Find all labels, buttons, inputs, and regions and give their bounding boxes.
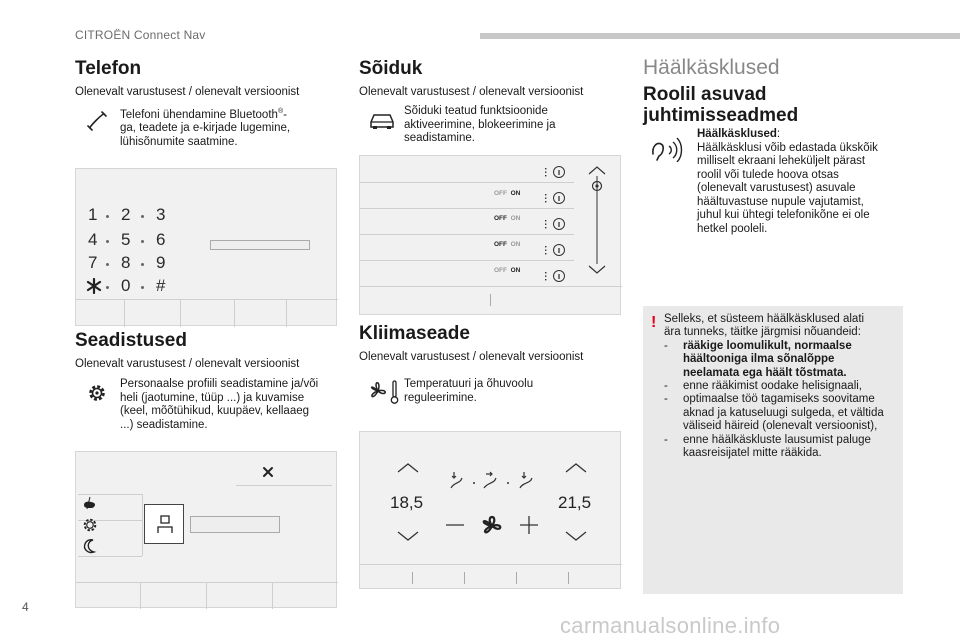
- soiduk-description: Sõiduki teatud funktsioonide aktiveerimine, blokeerimine ja seadistamine.: [404, 105, 556, 144]
- kliimaseade-subtitle: Olenevalt varustusest / olenevalt versioonist: [359, 351, 584, 363]
- car-icon: [368, 110, 396, 130]
- soiduk-subtitle: Olenevalt varustusest / olenevalt versioonist: [359, 86, 584, 98]
- toggle-row-3[interactable]: OFF ON: [494, 241, 521, 248]
- air-distribution-icons[interactable]: [448, 468, 538, 490]
- left-temperature: 18,5: [390, 493, 424, 512]
- page-number: 4: [22, 600, 29, 614]
- phone-screen: [75, 168, 337, 326]
- vertical-scrollbar[interactable]: [586, 164, 608, 276]
- seadistused-title: Seadistused: [75, 330, 187, 351]
- kliimaseade-title: Kliimaseade: [359, 323, 470, 344]
- telefon-subtitle: Olenevalt varustusest / olenevalt versioonist: [75, 86, 300, 98]
- key-hash[interactable]: #: [156, 276, 166, 295]
- settings-gear-icon: [86, 382, 108, 404]
- telefon-title: Telefon: [75, 58, 142, 79]
- soiduk-title: Sõiduk: [359, 58, 423, 79]
- key-9[interactable]: 9: [156, 253, 166, 272]
- key-3[interactable]: 3: [156, 205, 166, 224]
- key-4[interactable]: 4: [88, 230, 98, 249]
- toggle-row-4[interactable]: OFF ON: [494, 267, 521, 274]
- right-temp-up-icon[interactable]: [564, 462, 588, 474]
- key-star-icon[interactable]: [86, 278, 102, 294]
- close-icon[interactable]: [262, 466, 274, 478]
- moon-icon[interactable]: [82, 538, 98, 554]
- right-temperature: 21,5: [558, 493, 592, 512]
- warning-item-3: - optimaalse töö tagamiseks soovitame aknad ja katuseluugi sulgeda, et vältida väliseid häireid (olenevalt versioonist),: [664, 393, 884, 433]
- seadistused-subtitle: Olenevalt varustusest / olenevalt versioonist: [75, 358, 300, 370]
- kliimaseade-description: Temperatuuri ja õhuvoolu reguleerimine.: [404, 378, 534, 404]
- left-temp-down-icon[interactable]: [396, 530, 420, 542]
- color-palette-icon[interactable]: [82, 495, 98, 511]
- haalkasklused-description: Häälkäsklused: Häälkäsklusi võib edastada ükskõik milliselt ekraani leheküljelt pärast roolil või tulede hoova otsas (olenevalt varustusest) asuvale häältuvastuse nupule vajutamist, juhul kui ühtegi telefonikõne ei ole hetkel pooleli.: [697, 128, 878, 235]
- header-bar: [480, 33, 960, 39]
- warning-text: Selleks, et süsteem häälkäsklused alati ära tunneks, täitke järgmisi nõuandeid: - rääkige loomulikult, normaalse häältooniga ilma sõnalõppe neelamata ega häält tõstmata. - enne rääkimist oodake helisignaali, - optimaalse töö tagamiseks soovitame aknad ja katuseluugi sulgeda, et vältida väliseid häireid (olenevalt versioonist), - enne häälkäskluste lausumist paluge kaasreisijatel mitte rääkida.: [664, 313, 902, 460]
- watermark: carmanualsonline.info: [560, 613, 781, 638]
- key-7[interactable]: 7: [88, 253, 98, 272]
- seadistused-description: Personaalse profiili seadistamine ja/või heli (jaotumine, tüüp ...) ja kuvamise (keel, mõõtühikud, kuupäev, kellaaeg ...) seadistamine.: [120, 378, 319, 431]
- settings-gear-icon-small[interactable]: [81, 516, 99, 534]
- warning-item-4: - enne häälkäskluste lausumist paluge kaasreisijatel mitte rääkida.: [664, 433, 871, 460]
- header-brand: CITROËN Connect Nav: [75, 28, 206, 42]
- phone-icon: [86, 110, 108, 132]
- key-2[interactable]: 2: [121, 205, 131, 224]
- right-temp-down-icon[interactable]: [564, 530, 588, 542]
- telefon-description: Telefoni ühendamine Bluetooth®- ga, teadete ja e-kirjade lugemine, lühisõnumite saatmine.: [120, 108, 291, 148]
- settings-screen: [75, 451, 337, 608]
- vehicle-screen: [359, 155, 621, 315]
- haalkasklused-title: Häälkäsklused: [643, 56, 780, 79]
- profile-button[interactable]: [144, 504, 184, 544]
- climate-icon: [366, 378, 400, 406]
- toggle-row-2[interactable]: OFF ON: [494, 215, 521, 222]
- key-6[interactable]: 6: [156, 230, 166, 249]
- key-1[interactable]: 1: [88, 205, 98, 224]
- warning-mark: !: [651, 314, 657, 331]
- voice-command-icon: [649, 134, 683, 162]
- warning-item-2: - enne rääkimist oodake helisignaali,: [664, 380, 862, 393]
- key-0[interactable]: 0: [121, 276, 131, 295]
- haalkasklused-subtitle: Roolil asuvad juhtimisseadmed: [643, 84, 799, 126]
- key-8[interactable]: 8: [121, 253, 131, 272]
- left-temp-up-icon[interactable]: [396, 462, 420, 474]
- more-info-icons[interactable]: [540, 162, 570, 284]
- toggle-row-1[interactable]: OFF ON: [494, 190, 521, 197]
- climate-screen: [359, 431, 621, 589]
- fan-speed-controls[interactable]: [442, 512, 542, 542]
- dial-number-field[interactable]: [210, 240, 310, 250]
- key-5[interactable]: 5: [121, 230, 131, 249]
- warning-item-1: - rääkige loomulikult, normaalse häältooniga ilma sõnalõppe neelamata ega häält tõstmata.: [664, 339, 852, 379]
- profile-field[interactable]: [190, 516, 280, 533]
- user-profile-icon: [155, 513, 175, 535]
